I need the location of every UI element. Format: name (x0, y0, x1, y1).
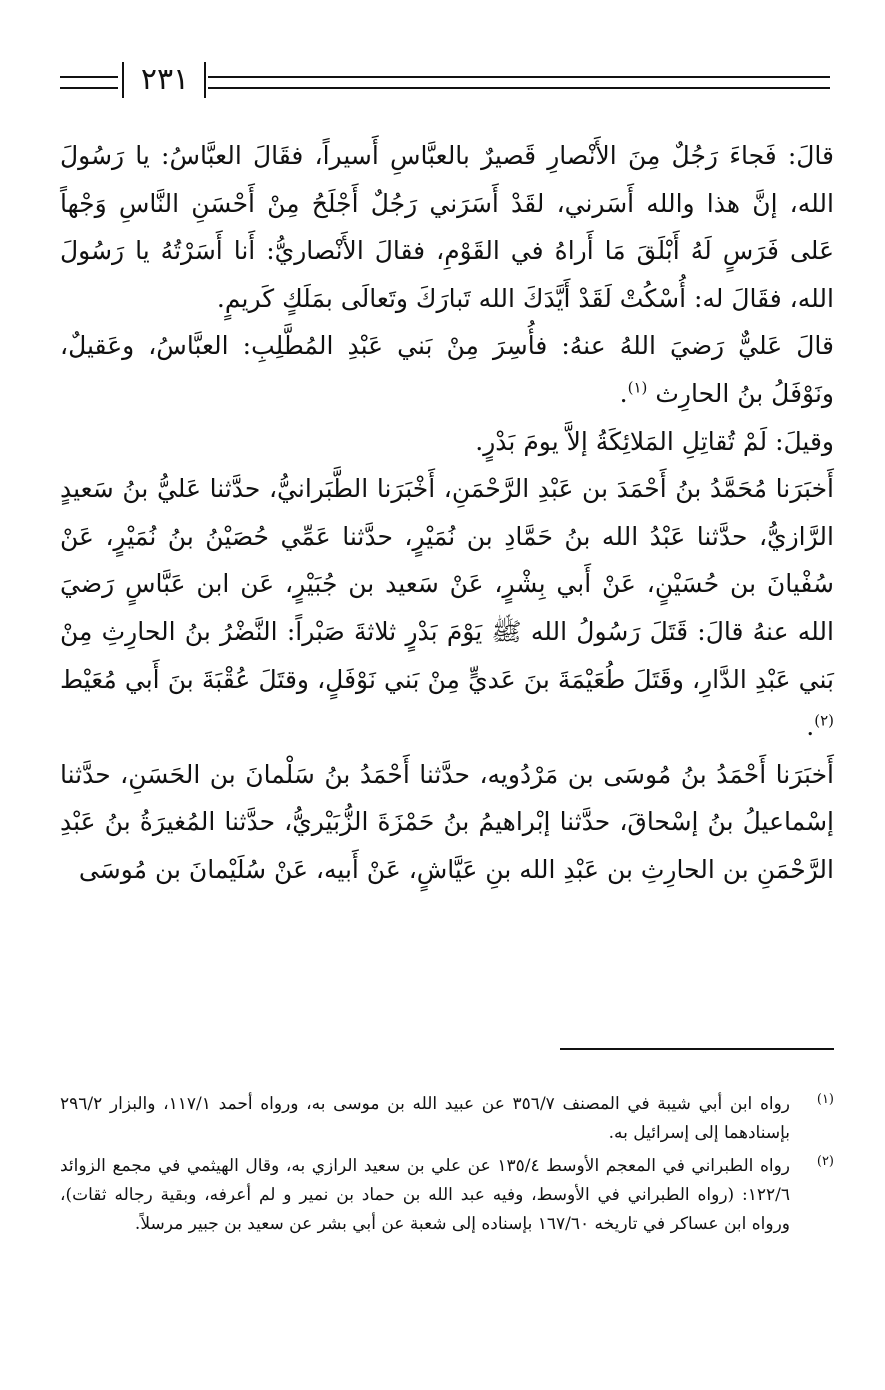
paragraph: وقيلَ: لَمْ تُقاتِلِ المَلائِكَةُ إلاَّ يومَ بَدْرٍ. (475, 426, 834, 456)
paragraph: أَخبَرَنا مُحَمَّدُ بنُ أَحْمَدَ بن عَبْدِ الرَّحْمَنِ، أَخْبَرَنا الطَّبَرانيُّ، حدَّثنا عَليُّ بنُ سَعيدٍ الرَّازيُّ، حدَّثنا عَبْدُ الله بنُ حَمَّادِ بن نُمَيْرٍ، حدَّثنا عَمِّي حُصَيْنُ بنُ نُمَيْرٍ، عَنْ سُفْيانَ بن حُسَيْنٍ، عَنْ أَبي بِشْرٍ، عَنْ سَعيد بن جُبَيْرٍ، عَن ابن عَبَّاسٍ رَضيَ الله عنهُ قالَ: قَتَلَ رَسُولُ الله ﷺ يَوْمَ بَدْرٍ ثلاثةَ صَبْراً: النَّضْرُ بنُ الحارِثِ مِنْ بَني عَبْدِ الدَّارِ، وقَتَلَ طُعَيْمَةَ بنَ عَديٍّ مِنْ بَني نَوْفَلٍ، وقتَلَ عُقْبَةَ بنَ أَبي مُعَيْط $^{(٢)}$. (60, 474, 834, 742)
footnote-text: رواه ابن أبي شيبة في المصنف ٣٥٦/٧ عن عبيد الله بن موسى به، ورواه أحمد ١١٧/١، والبزار ٢٩٦/٢ بإسنادهما إلى إسرائيل به. (60, 1094, 791, 1143)
paragraph: أَخبَرَنا أَحْمَدُ بنُ مُوسَى بن مَرْدُويه، حدَّثنا أَحْمَدُ بنُ سَلْمانَ بن الحَسَنِ، حدَّثنا إسْماعيلُ بنُ إسْحاقَ، حدَّثنا إبْراهيمُ بنُ حَمْزَةَ الزُّبَيْريُّ، حدَّثنا المُغيرَةُ بنُ عَبْدِ الرَّحْمَنِ بن الحارِثِ بن عَبْدِ الله بنِ عَيَّاشٍ، عَنْ أَبيه، عَنْ سُلَيْمانَ بن مُوسَى (60, 759, 834, 884)
footnote-marker: (١) (816, 1092, 834, 1107)
page-number: ٢٣١ (140, 62, 190, 97)
main-text (60, 132, 834, 894)
footnote-reference: (٢) (814, 711, 834, 730)
header-rule-left (60, 76, 118, 89)
footnote-marker: (٢) (816, 1154, 834, 1169)
footnote-separator (560, 1048, 834, 1050)
paragraph: قالَ: فَجاءَ رَجُلٌ مِنَ الأَنْصارِ قَصيرٌ بالعبَّاسِ أَسيراً، فقَالَ العبَّاسُ: يا رَسُولَ الله، إنَّ هذا والله أَسَرني، لقَدْ أَسَرَني رَجُلٌ أَجْلَحُ مِنْ أَحْسَنِ النَّاسِ وَجْهاً عَلى فَرَسٍ لَهُ أَبْلَقَ مَا أَراهُ في القَوْمِ، فقالَ الأَنْصاريُّ: أَنا أَسَرْتُهُ يا رَسُولَ الله، فقَالَ له: أُسْكُتْ لَقَدْ أَيَّدَكَ الله تَبارَكَ وتَعالَى بمَلَكٍ كَريمٍ. (60, 141, 834, 313)
paragraph: قالَ عَليٌّ رَضيَ اللهُ عنهُ: فأُسِرَ مِنْ بَني عَبْدِ المُطَّلِبِ: العبَّاسُ، وعَقيلٌ، ونَوْفَلُ بنُ الحارِث $^{(١)}$. (60, 331, 834, 408)
footnote-reference: (١) (627, 378, 648, 397)
footnote (60, 1152, 834, 1239)
page-header (60, 58, 830, 102)
header-divider (204, 62, 206, 98)
footnote-text: رواه الطبراني في المعجم الأوسط ١٣٥/٤ عن علي بن سعيد الرازي به، وقال الهيثمي في مجمع الزوائد ١٢٢/٦: (رواه الطبراني في الأوسط، وفيه عبد الله بن حماد بن نمير و لم أعرفه، وبقية رجاله ثقات)، ورواه ابن عساكر في تاريخه ١٦٧/٦٠ بإسناده إلى شعبة عن أبي بشر عن سعيد بن جبير مرسلاً. (60, 1156, 791, 1234)
footnotes (60, 1090, 834, 1243)
footnote (60, 1090, 834, 1148)
paragraph-text: أَخبَرَنا مُحَمَّدُ بنُ أَحْمَدَ بن عَبْدِ الرَّحْمَنِ، أَخْبَرَنا الطَّبَرانيُّ، حدَّثنا عَليُّ بنُ سَعيدٍ الرَّازيُّ، حدَّثنا عَبْدُ الله بنُ حَمَّادِ بن نُمَيْرٍ، حدَّثنا عَمِّي حُصَيْنُ بنُ نُمَيْرٍ، عَنْ سُفْيانَ بن حُسَيْنٍ، عَنْ أَبي بِشْرٍ، عَنْ سَعيد بن جُبَيْرٍ، عَن ابن عَبَّاسٍ رَضيَ الله عنهُ قالَ: قَتَلَ رَسُولُ الله ﷺ يَوْمَ بَدْرٍ ثلاثةَ صَبْراً: النَّضْرُ بنُ الحارِثِ مِنْ بَني عَبْدِ الدَّارِ، وقَتَلَ طُعَيْمَةَ بنَ عَديٍّ مِنْ بَني نَوْفَلٍ، وقتَلَ عُقْبَةَ بنَ أَبي مُعَيْط (60, 474, 834, 694)
header-rule-right (208, 76, 830, 89)
paragraph-text: قالَ عَليٌّ رَضيَ اللهُ عنهُ: فأُسِرَ مِنْ بَني عَبْدِ المُطَّلِبِ: العبَّاسُ، وعَقيلٌ، ونَوْفَلُ بنُ الحارِث (60, 331, 834, 408)
header-divider (122, 62, 124, 98)
